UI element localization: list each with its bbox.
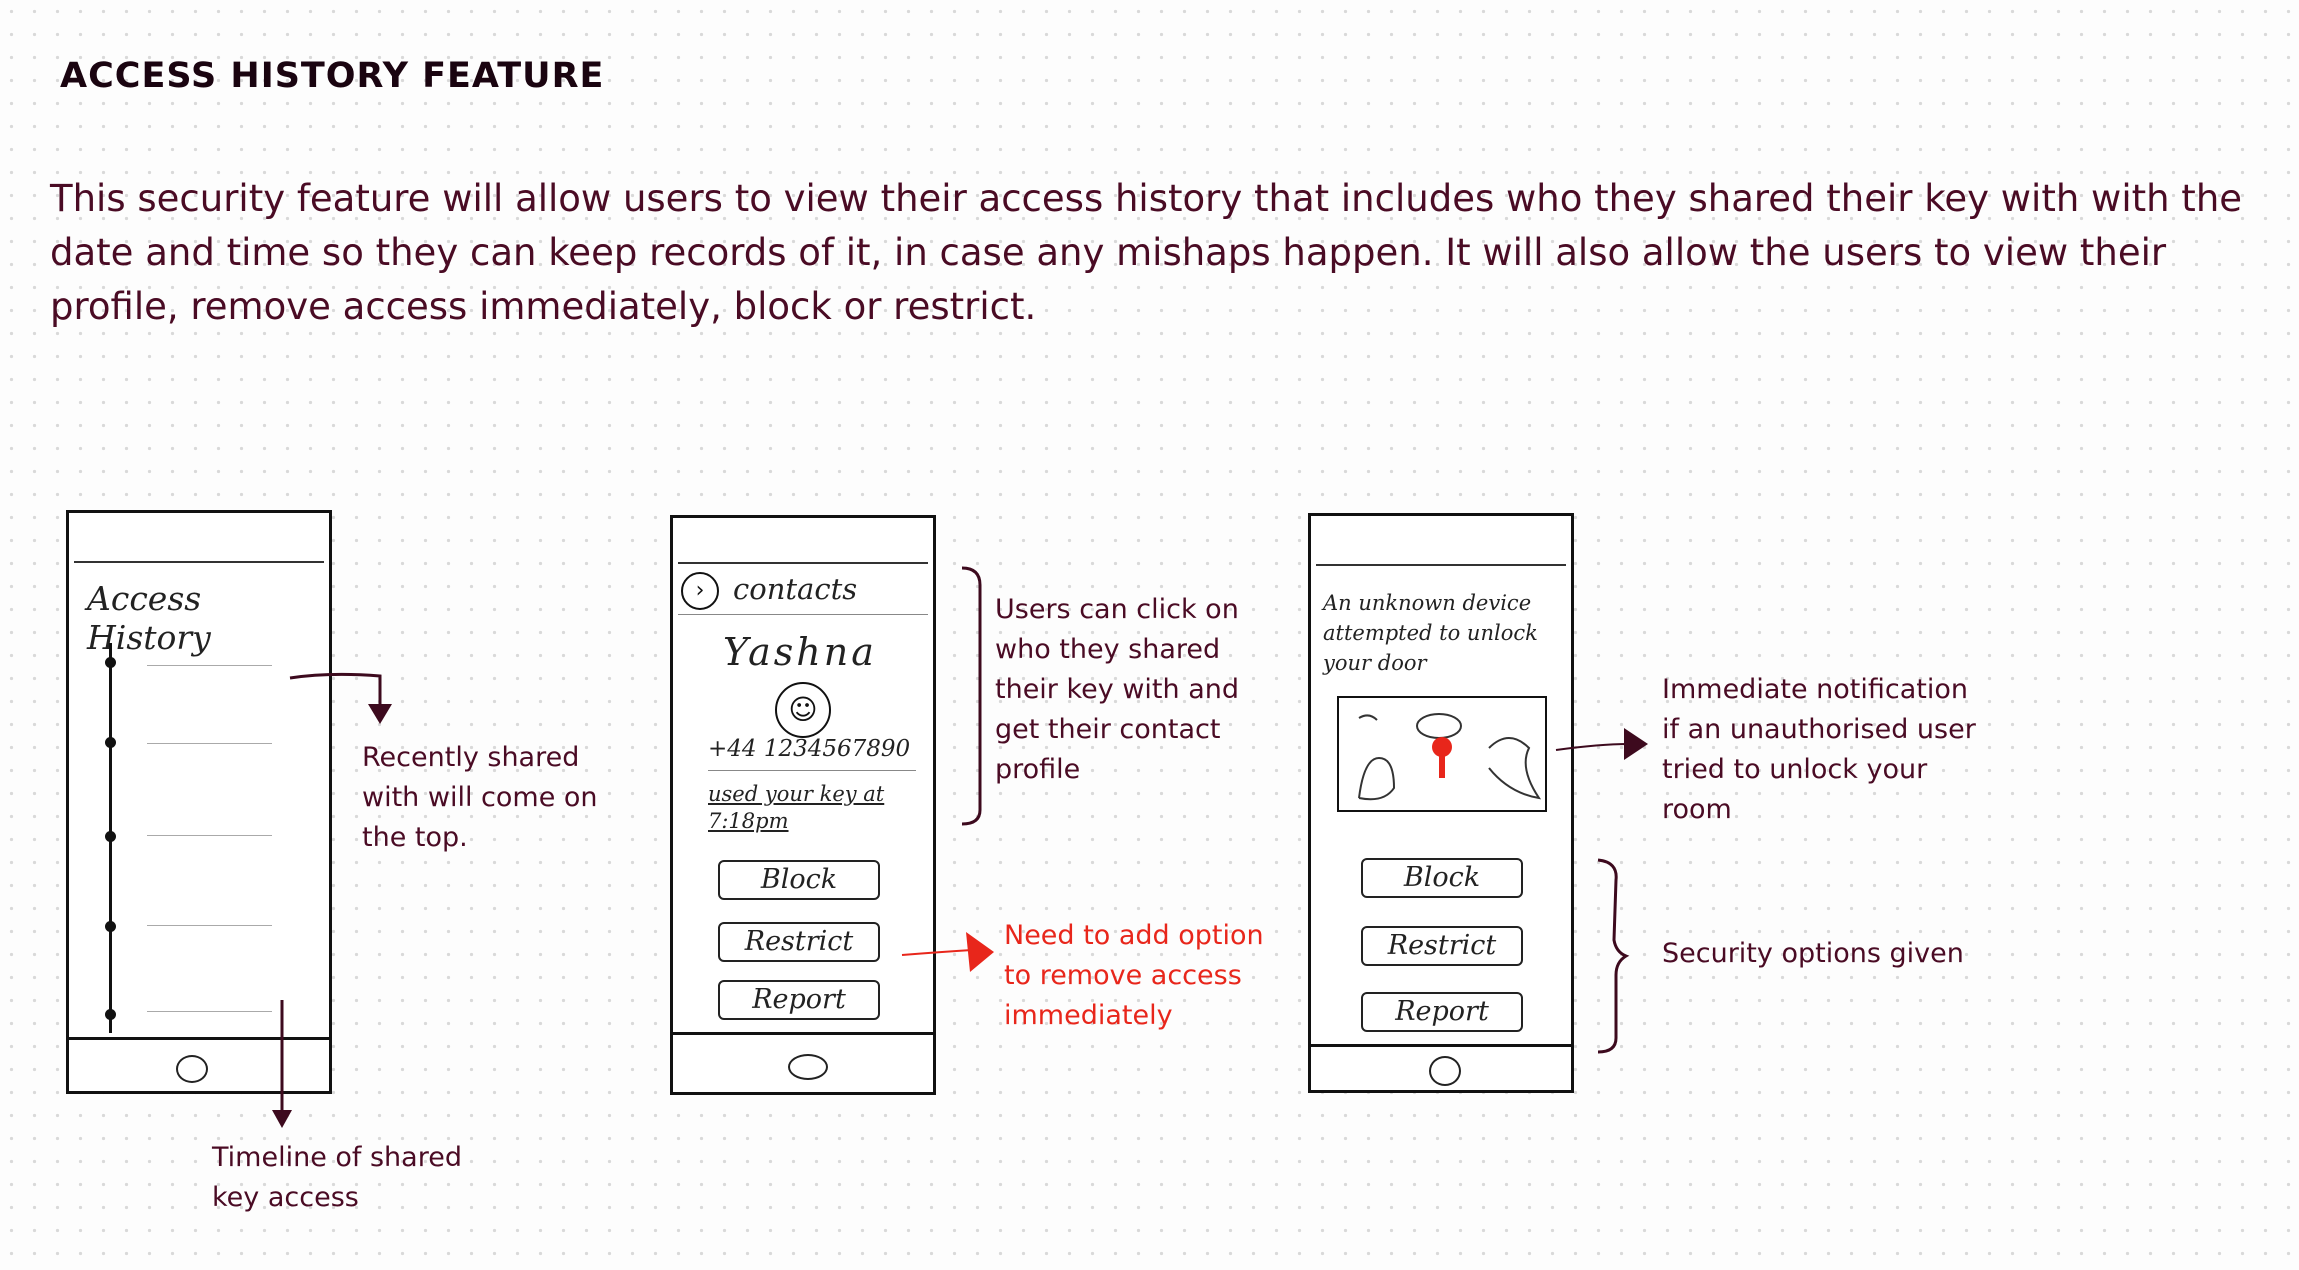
report-button[interactable]: Report — [718, 980, 880, 1020]
report-button[interactable]: Report — [1361, 992, 1523, 1032]
arrow-recently-shared — [290, 674, 380, 712]
key-usage-text: used your key at 7:18pm — [708, 782, 885, 833]
avatar-icon: ☺ — [775, 682, 831, 738]
annotation-remove-access: Need to add option to remove access immediately — [1004, 920, 1264, 1031]
arrow-notification — [1556, 744, 1628, 750]
contact-name: Yashna — [723, 630, 877, 674]
bracket-contact — [962, 568, 980, 824]
annotation-security-options: Security options given — [1662, 938, 1964, 969]
annotation-recently-shared: Recently shared with will come on the top. — [362, 742, 598, 853]
annotation-immediate-notification: Immediate notification if an unauthorised user tried to unlock your room — [1662, 674, 1976, 825]
annotation-timeline: Timeline of shared key access — [212, 1142, 462, 1213]
arrow-head — [966, 932, 994, 972]
back-arrow-icon[interactable]: › — [681, 572, 719, 610]
arrow-head — [368, 704, 392, 724]
arrow-head — [1624, 728, 1648, 760]
annotation-contact-profile: Users can click on who they shared their key with and get their contact profile — [995, 594, 1240, 785]
contacts-header: contacts — [733, 572, 858, 606]
screen-title: Access History — [87, 579, 211, 657]
feature-description: This security feature will allow users to view their access history that includes who they shared their key with with the date and time so they can keep records of it, in case any mishaps happen. It will also allow the users to view their profile, remove access immediately, block or restrict. — [50, 177, 2243, 328]
block-button[interactable]: Block — [718, 860, 880, 900]
page-title: ACCESS HISTORY FEATURE — [60, 56, 605, 96]
arrow-remove-access — [902, 950, 972, 955]
bracket-security — [1598, 860, 1626, 1052]
restrict-button[interactable]: Restrict — [1361, 926, 1523, 966]
contact-phone: +44 1234567890 — [708, 736, 911, 762]
restrict-button[interactable]: Restrict — [718, 922, 880, 962]
block-button[interactable]: Block — [1361, 858, 1523, 898]
notification-text: An unknown device attempted to unlock your door — [1323, 591, 1538, 675]
arrow-head — [272, 1110, 292, 1128]
